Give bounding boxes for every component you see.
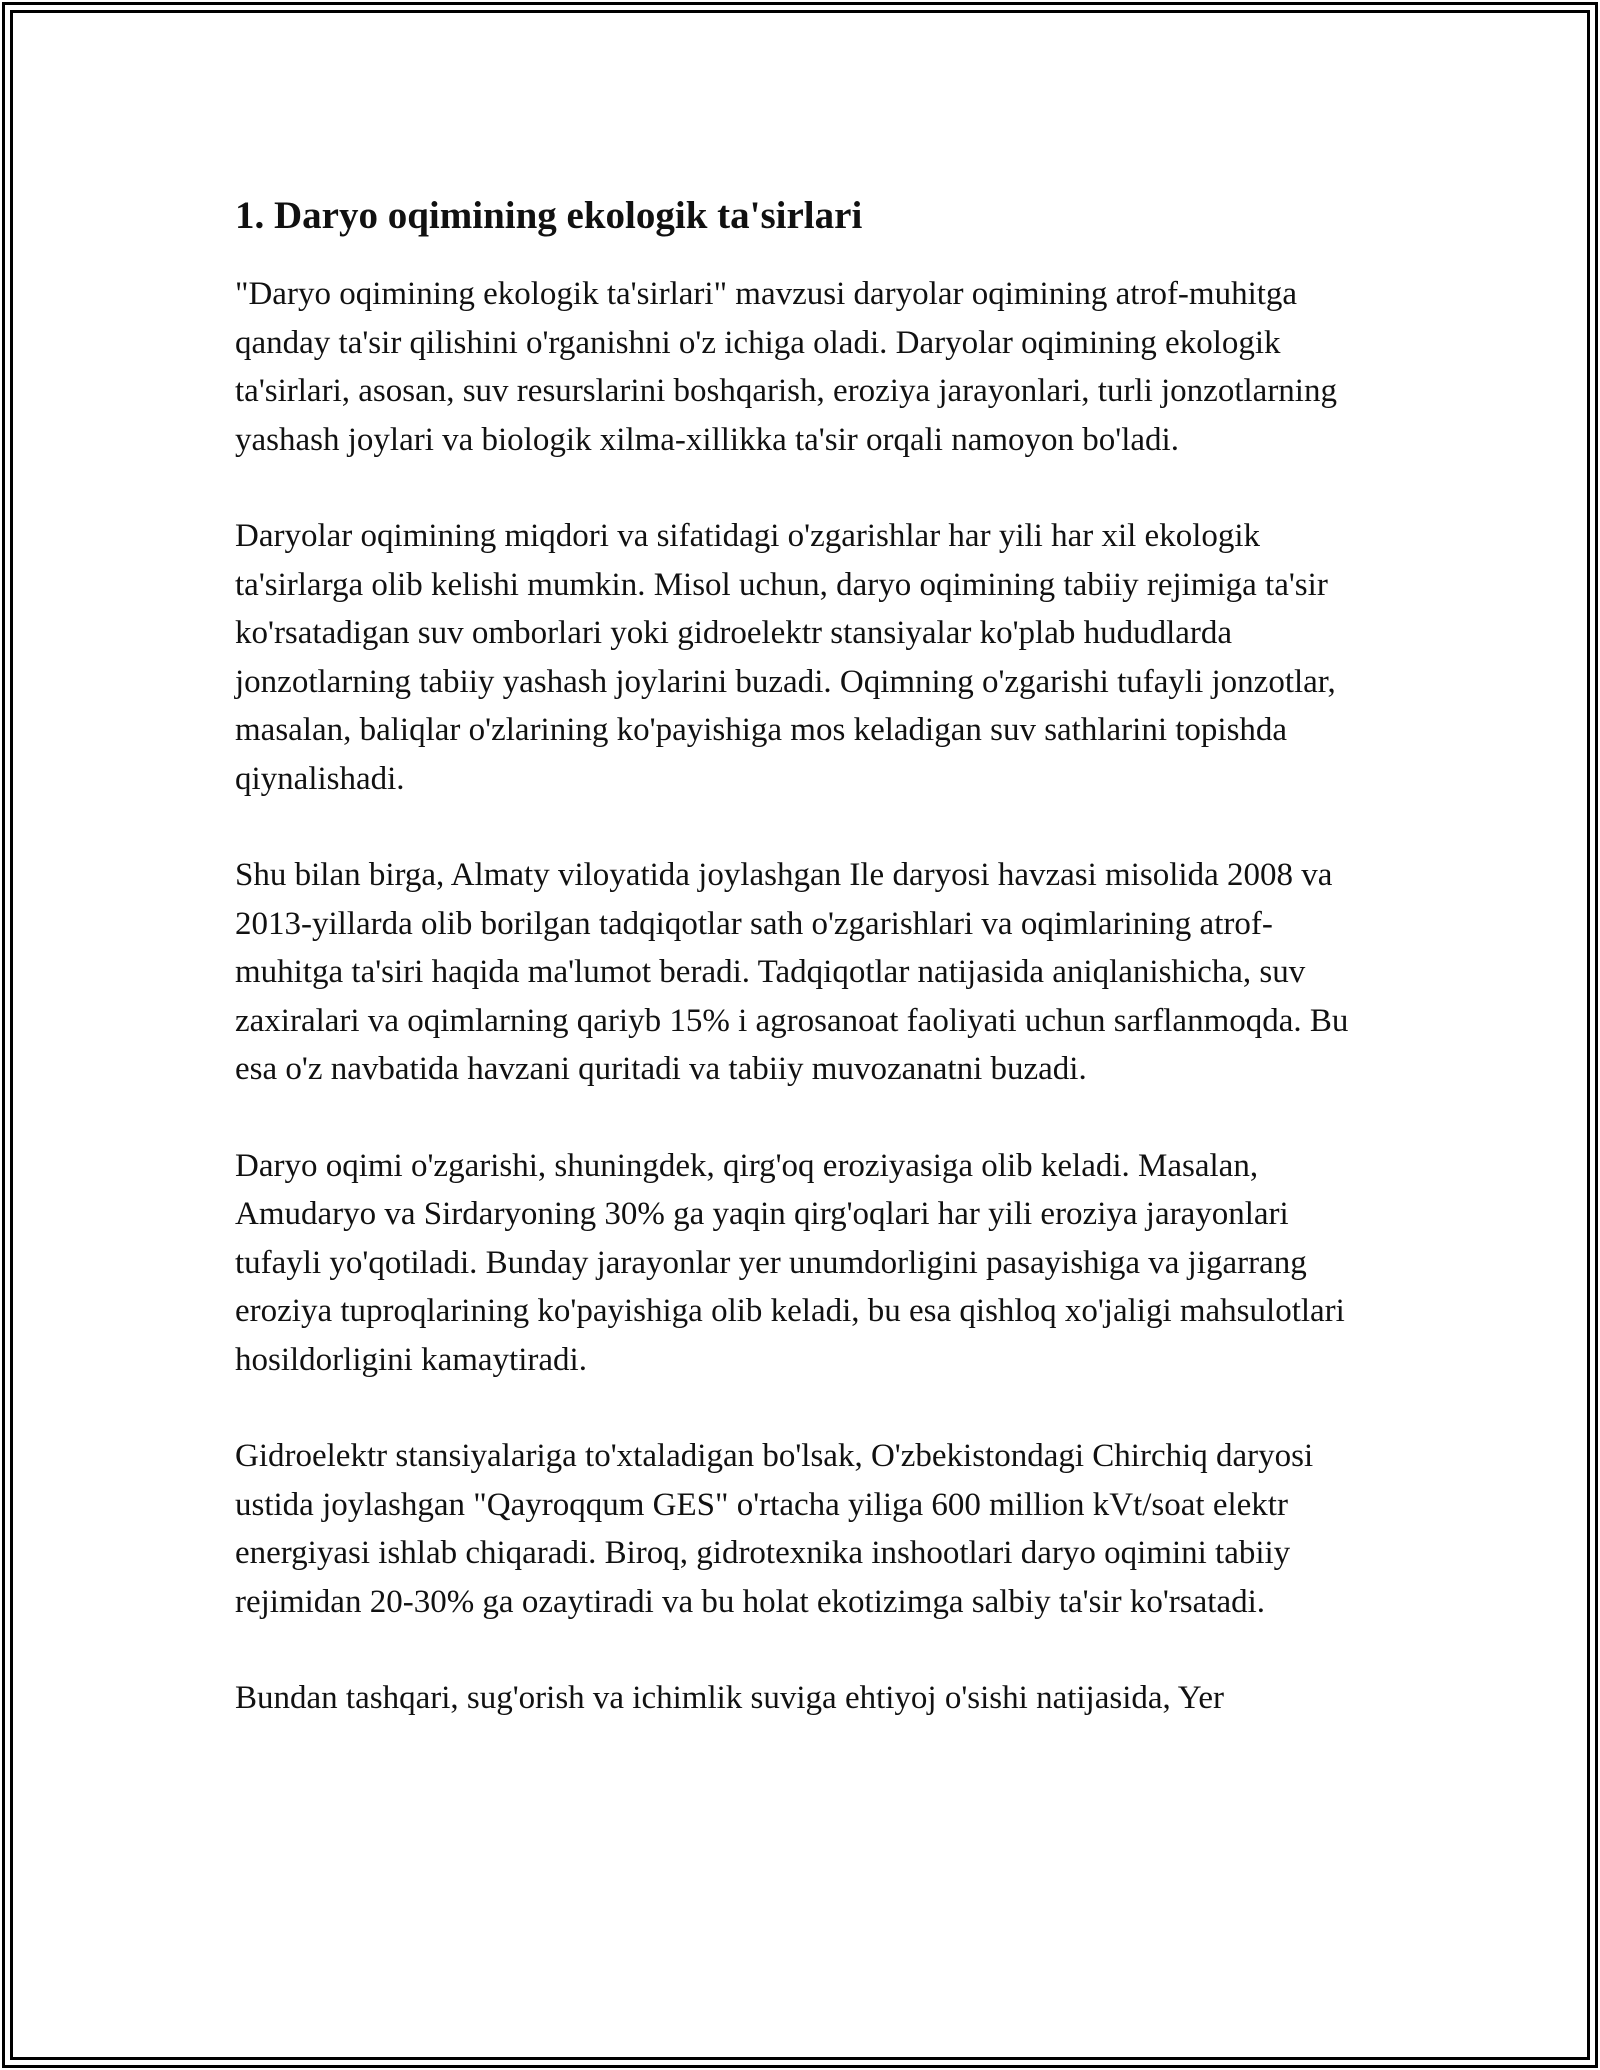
paragraph-5: Gidroelektr stansiyalariga to'xtaladigan bo'lsak, O'zbekistondagi Chirchiq daryosi ustida joylashgan "Qayroqqum GES" o'rtacha yiliga 600 million kVt/soat elektr energiyasi ishlab chiqaradi. Biroq, gidrotexnika inshootlari daryo oqimini tabiiy rejimidan 20-30% ga ozaytiradi va bu holat ekotizimga salbiy ta'sir ko'rsatadi. bbox=[235, 1438, 1314, 1620]
paragraph-2: Daryolar oqimining miqdori va sifatidagi o'zgarishlar har yili har xil ekologik ta'sirlarga olib kelishi mumkin. Misol uchun, daryo oqimining tabiiy rejimiga ta'sir ko'rsatadigan suv omborlari yoki gidroelektr stansiyalar ko'plab hududlarda jonzotlarning tabiiy yashash joylarini buzadi. Oqimning o'zgarishi tufayli jonzotlar, masalan, baliqlar o'zlarining ko'payishiga mos keladigan suv sathlarini topishda qiynalishadi. bbox=[235, 518, 1336, 797]
paragraph-3: Shu bilan birga, Almaty viloyatida joylashgan Ile daryosi havzasi misolida 2008 va 2013-yillarda olib borilgan tadqiqotlar sath o'zgarishlari va oqimlarining atrof-muhitga ta'siri haqida ma'lumot beradi. Tadqiqotlar natijasida aniqlanishicha, suv zaxiralari va oqimlarning qariyb 15% i agrosanoat faoliyati uchun sarflanmoqda. Bu esa o'z navbatida havzani quritadi va tabiiy muvozanatni buzadi. bbox=[235, 857, 1349, 1087]
paragraph-4: Daryo oqimi o'zgarishi, shuningdek, qirg'oq eroziyasiga olib keladi. Masalan, Amudaryo va Sirdaryoning 30% ga yaqin qirg'oqlari har yili eroziya jarayonlari tufayli yo'qotiladi. Bunday jarayonlar yer unumdorligini pasayishiga va jigarrang eroziya tuproqlarining ko'payishiga olib keladi, bu esa qishloq xo'jaligi mahsulotlari hosildorligini kamaytiradi. bbox=[235, 1147, 1345, 1378]
section-title: 1. Daryo oqimining ekologik ta'sirlari bbox=[235, 194, 863, 237]
document-body bbox=[235, 190, 1370, 1771]
paragraph-1: "Daryo oqimining ekologik ta'sirlari" mavzusi daryolar oqimining atrof-muhitga qanday ta'sir qilishini o'rganishni o'z ichiga oladi. Daryolar oqimining ekologik ta'sirlari, asosan, suv resurslarini boshqarish, eroziya jarayonlari, turli jonzotlarning yashash joylari va biologik xilma-xillikka ta'sir orqali namoyon bo'ladi. bbox=[235, 276, 1337, 458]
paragraph-6: Bundan tashqari, sug'orish va ichimlik suviga ehtiyoj o'sishi natijasida, Yer bbox=[235, 1680, 1224, 1716]
